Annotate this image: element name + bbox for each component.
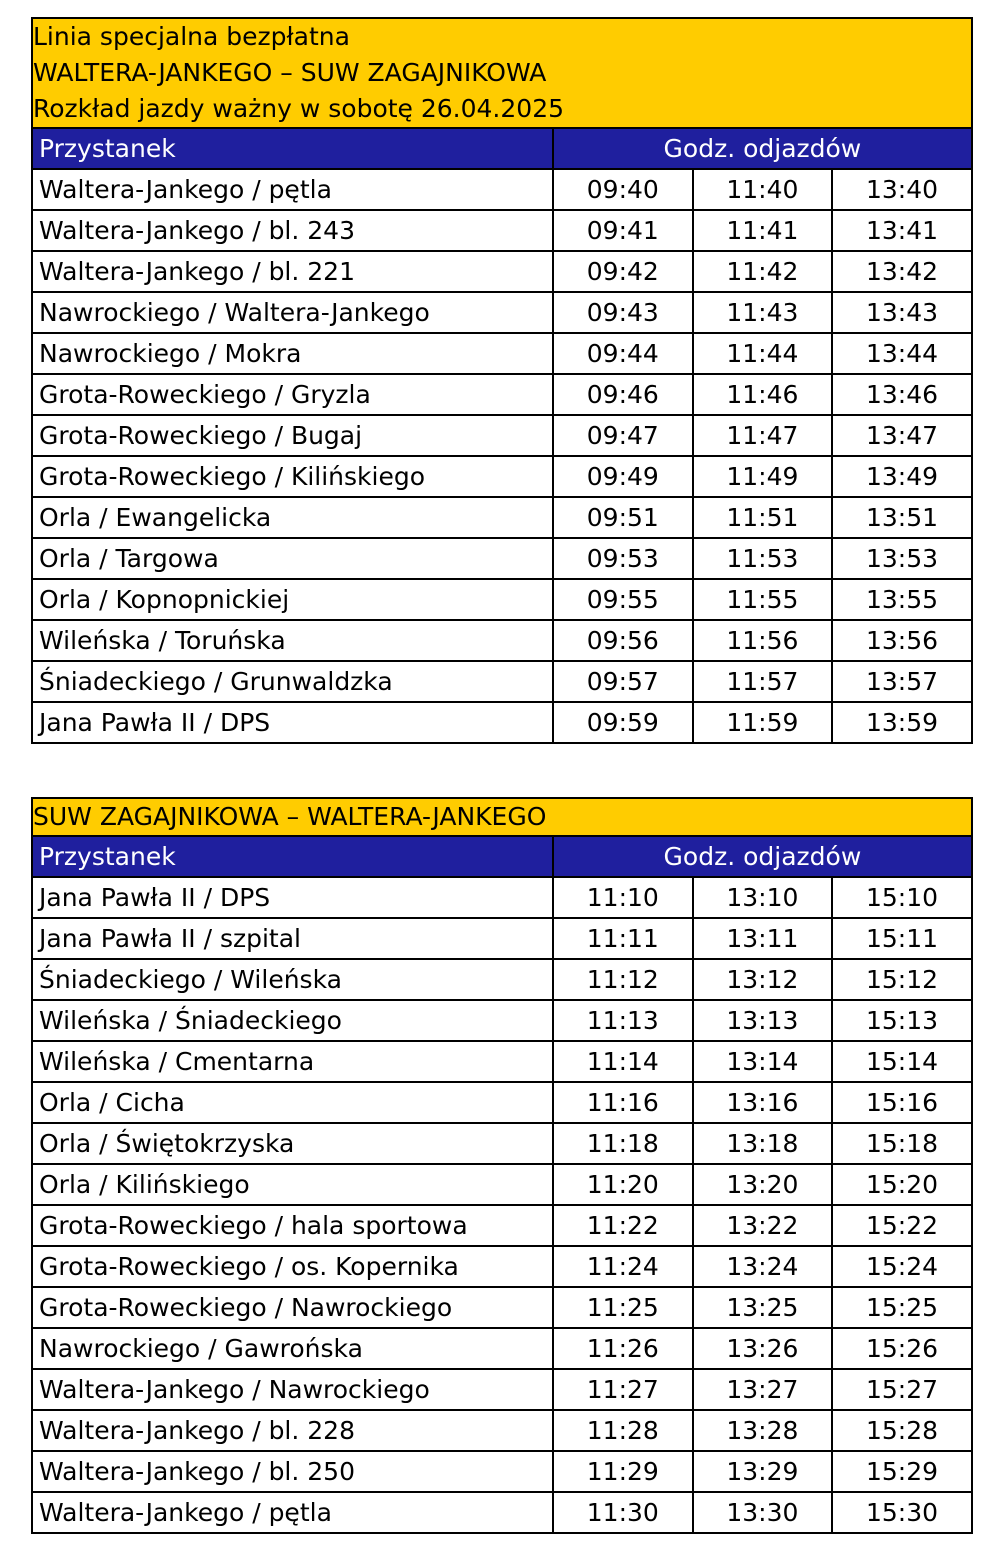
stop-name: Nawrockiego / Mokra — [32, 333, 553, 374]
stop-name: Jana Pawła II / szpital — [32, 918, 553, 959]
stop-name: Waltera-Jankego / bl. 221 — [32, 251, 553, 292]
stop-column-header: Przystanek — [32, 128, 553, 169]
departure-time: 13:30 — [693, 1492, 833, 1533]
departure-time: 15:30 — [832, 1492, 972, 1533]
departure-time: 11:59 — [693, 702, 833, 743]
table-row — [32, 1328, 972, 1369]
table-row — [32, 538, 972, 579]
departure-time: 13:41 — [832, 210, 972, 251]
stop-name: Orla / Ewangelicka — [32, 497, 553, 538]
table-row — [32, 415, 972, 456]
table-row — [32, 702, 972, 743]
departure-time: 15:18 — [832, 1123, 972, 1164]
departure-time: 11:10 — [553, 877, 693, 918]
departure-time: 13:14 — [693, 1041, 833, 1082]
table-row — [32, 251, 972, 292]
departure-time: 13:44 — [832, 333, 972, 374]
departure-time: 11:11 — [553, 918, 693, 959]
stop-name: Waltera-Jankego / pętla — [32, 1492, 553, 1533]
table-row — [32, 1123, 972, 1164]
departure-time: 13:20 — [693, 1164, 833, 1205]
departure-time: 11:56 — [693, 620, 833, 661]
departure-time: 11:41 — [693, 210, 833, 251]
departure-time: 11:57 — [693, 661, 833, 702]
timetable-outbound — [31, 17, 973, 744]
departure-time: 15:28 — [832, 1410, 972, 1451]
departure-time: 09:57 — [553, 661, 693, 702]
table-row — [32, 1410, 972, 1451]
table-row — [32, 1205, 972, 1246]
departure-time: 13:59 — [832, 702, 972, 743]
departure-time: 15:25 — [832, 1287, 972, 1328]
stop-name: Śniadeckiego / Grunwaldzka — [32, 661, 553, 702]
timetable-banner — [32, 798, 972, 836]
departure-time: 11:24 — [553, 1246, 693, 1287]
departure-time: 13:57 — [832, 661, 972, 702]
departure-time: 13:46 — [832, 374, 972, 415]
departure-time: 09:41 — [553, 210, 693, 251]
departure-time: 09:42 — [553, 251, 693, 292]
stop-name: Nawrockiego / Gawrońska — [32, 1328, 553, 1369]
departure-time: 15:26 — [832, 1328, 972, 1369]
departure-time: 11:46 — [693, 374, 833, 415]
stop-name: Wileńska / Toruńska — [32, 620, 553, 661]
banner-line: SUW ZAGAJNIKOWA – WALTERA-JANKEGO — [33, 802, 547, 831]
table-row — [32, 1451, 972, 1492]
departure-time: 13:24 — [693, 1246, 833, 1287]
departure-time: 11:42 — [693, 251, 833, 292]
departure-time: 11:40 — [693, 169, 833, 210]
stop-column-header: Przystanek — [32, 836, 553, 877]
departure-time: 13:56 — [832, 620, 972, 661]
table-row — [32, 1164, 972, 1205]
departure-time: 09:53 — [553, 538, 693, 579]
departure-time: 13:28 — [693, 1410, 833, 1451]
departure-time: 15:20 — [832, 1164, 972, 1205]
departure-time: 11:29 — [553, 1451, 693, 1492]
departure-time: 11:43 — [693, 292, 833, 333]
departure-time: 13:42 — [832, 251, 972, 292]
stop-name: Orla / Kopnopnickiej — [32, 579, 553, 620]
table-row — [32, 661, 972, 702]
departure-time: 13:10 — [693, 877, 833, 918]
table-row — [32, 333, 972, 374]
table-row — [32, 169, 972, 210]
timetable-banner — [32, 18, 972, 128]
stop-name: Orla / Cicha — [32, 1082, 553, 1123]
banner-line: Linia specjalna bezpłatna — [33, 22, 350, 51]
table-row — [32, 1369, 972, 1410]
column-header-row — [32, 128, 972, 169]
departure-time: 09:59 — [553, 702, 693, 743]
stop-name: Orla / Świętokrzyska — [32, 1123, 553, 1164]
stop-name: Grota-Roweckiego / Nawrockiego — [32, 1287, 553, 1328]
departure-time: 09:40 — [553, 169, 693, 210]
departure-time: 09:55 — [553, 579, 693, 620]
stop-name: Waltera-Jankego / Nawrockiego — [32, 1369, 553, 1410]
departure-time: 11:49 — [693, 456, 833, 497]
timetable-return — [31, 797, 973, 1534]
departure-time: 09:46 — [553, 374, 693, 415]
departure-time: 13:29 — [693, 1451, 833, 1492]
table-row — [32, 1000, 972, 1041]
banner-line: Rozkład jazdy ważny w sobotę 26.04.2025 — [33, 94, 565, 123]
banner-line: WALTERA-JANKEGO – SUW ZAGAJNIKOWA — [33, 58, 547, 87]
stop-name: Grota-Roweckiego / Gryzla — [32, 374, 553, 415]
departure-time: 13:49 — [832, 456, 972, 497]
departure-time: 11:27 — [553, 1369, 693, 1410]
departure-time: 11:22 — [553, 1205, 693, 1246]
stop-name: Grota-Roweckiego / Kilińskiego — [32, 456, 553, 497]
departure-time: 13:43 — [832, 292, 972, 333]
table-row — [32, 456, 972, 497]
departure-time: 11:51 — [693, 497, 833, 538]
table-row — [32, 959, 972, 1000]
stop-name: Orla / Kilińskiego — [32, 1164, 553, 1205]
table-row — [32, 292, 972, 333]
departure-time: 11:20 — [553, 1164, 693, 1205]
departure-time: 13:51 — [832, 497, 972, 538]
departure-time: 13:53 — [832, 538, 972, 579]
departure-time: 09:56 — [553, 620, 693, 661]
departure-time: 15:16 — [832, 1082, 972, 1123]
stop-name: Grota-Roweckiego / os. Kopernika — [32, 1246, 553, 1287]
departure-time: 15:10 — [832, 877, 972, 918]
stop-name: Grota-Roweckiego / hala sportowa — [32, 1205, 553, 1246]
table-row — [32, 374, 972, 415]
departure-time: 11:12 — [553, 959, 693, 1000]
stop-name: Grota-Roweckiego / Bugaj — [32, 415, 553, 456]
stop-name: Waltera-Jankego / pętla — [32, 169, 553, 210]
departure-time: 15:11 — [832, 918, 972, 959]
departure-time: 15:22 — [832, 1205, 972, 1246]
table-row — [32, 1287, 972, 1328]
departure-time: 11:16 — [553, 1082, 693, 1123]
departure-time: 15:24 — [832, 1246, 972, 1287]
departure-time: 15:14 — [832, 1041, 972, 1082]
departure-time: 13:11 — [693, 918, 833, 959]
departure-time: 09:43 — [553, 292, 693, 333]
table-row — [32, 918, 972, 959]
departure-time: 11:44 — [693, 333, 833, 374]
table-row — [32, 1082, 972, 1123]
stop-name: Waltera-Jankego / bl. 243 — [32, 210, 553, 251]
departure-time: 13:25 — [693, 1287, 833, 1328]
departure-time: 13:55 — [832, 579, 972, 620]
table-row — [32, 1041, 972, 1082]
table-row — [32, 210, 972, 251]
column-header-row — [32, 836, 972, 877]
table-row — [32, 877, 972, 918]
departure-time: 13:40 — [832, 169, 972, 210]
stop-name: Śniadeckiego / Wileńska — [32, 959, 553, 1000]
departure-time: 11:26 — [553, 1328, 693, 1369]
departure-time: 13:47 — [832, 415, 972, 456]
departure-time: 09:49 — [553, 456, 693, 497]
table-row — [32, 1492, 972, 1533]
banner-cell — [32, 18, 972, 128]
stop-name: Waltera-Jankego / bl. 228 — [32, 1410, 553, 1451]
departure-time: 13:18 — [693, 1123, 833, 1164]
departure-time: 13:26 — [693, 1328, 833, 1369]
table-row — [32, 497, 972, 538]
departure-time: 11:18 — [553, 1123, 693, 1164]
departure-time: 09:44 — [553, 333, 693, 374]
departure-time: 09:51 — [553, 497, 693, 538]
departure-time: 15:12 — [832, 959, 972, 1000]
departure-time: 15:13 — [832, 1000, 972, 1041]
departure-time: 15:27 — [832, 1369, 972, 1410]
stop-name: Waltera-Jankego / bl. 250 — [32, 1451, 553, 1492]
stop-name: Jana Pawła II / DPS — [32, 877, 553, 918]
departure-time: 11:14 — [553, 1041, 693, 1082]
departure-time: 13:16 — [693, 1082, 833, 1123]
departure-time: 11:30 — [553, 1492, 693, 1533]
departure-time: 09:47 — [553, 415, 693, 456]
departures-column-header: Godz. odjazdów — [553, 128, 972, 169]
table-row — [32, 620, 972, 661]
banner-cell — [32, 798, 972, 836]
departure-time: 11:47 — [693, 415, 833, 456]
stop-name: Nawrockiego / Waltera-Jankego — [32, 292, 553, 333]
departure-time: 13:13 — [693, 1000, 833, 1041]
stop-name: Wileńska / Śniadeckiego — [32, 1000, 553, 1041]
stop-name: Orla / Targowa — [32, 538, 553, 579]
departures-column-header: Godz. odjazdów — [553, 836, 972, 877]
departure-time: 11:53 — [693, 538, 833, 579]
stop-name: Wileńska / Cmentarna — [32, 1041, 553, 1082]
stop-name: Jana Pawła II / DPS — [32, 702, 553, 743]
departure-time: 11:13 — [553, 1000, 693, 1041]
table-row — [32, 579, 972, 620]
departure-time: 13:22 — [693, 1205, 833, 1246]
departure-time: 13:27 — [693, 1369, 833, 1410]
departure-time: 15:29 — [832, 1451, 972, 1492]
departure-time: 11:55 — [693, 579, 833, 620]
table-row — [32, 1246, 972, 1287]
departure-time: 13:12 — [693, 959, 833, 1000]
departure-time: 11:25 — [553, 1287, 693, 1328]
departure-time: 11:28 — [553, 1410, 693, 1451]
